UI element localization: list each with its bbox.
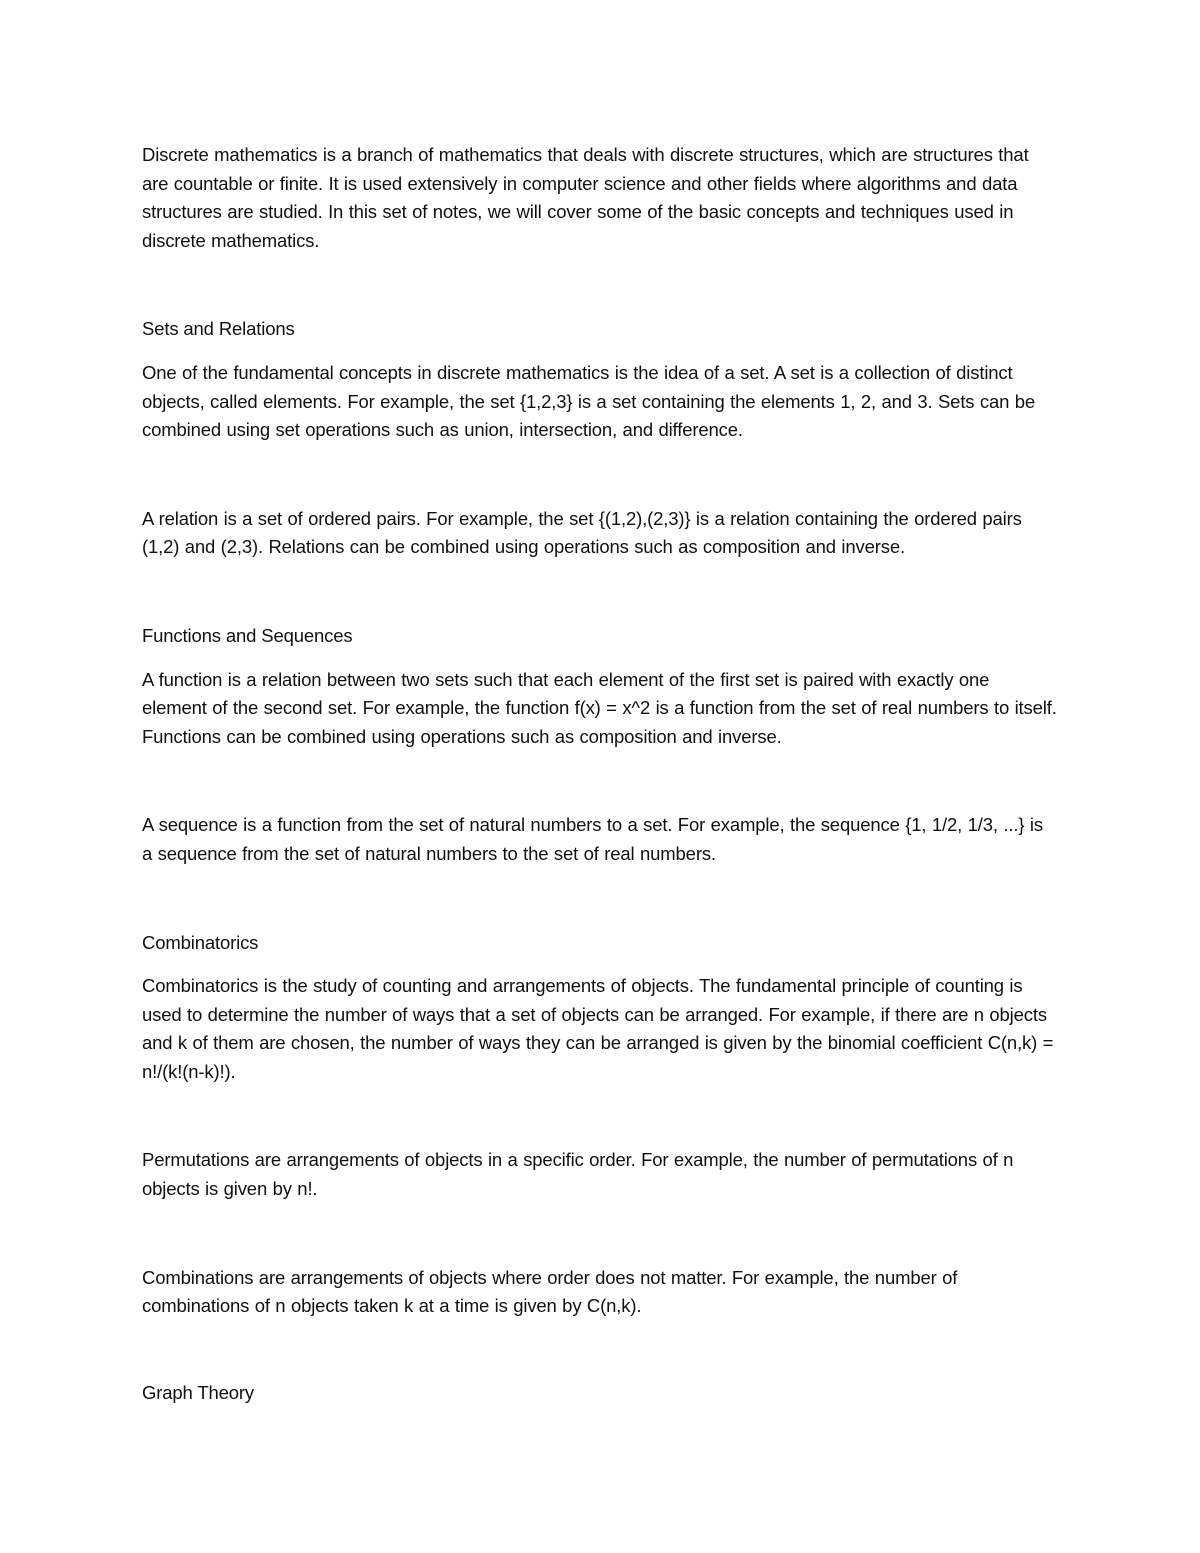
sequences-paragraph: A sequence is a function from the set of natural numbers to a set. For example, the sequence {1, 1/2, 1/3, ...} is a sequence from the set of natural numbers to the set of real numbers. <box>142 814 1043 864</box>
functions-paragraph: A function is a relation between two sets such that each element of the first set is paired with exactly one element of the second set. For example, the function f(x) = x^2 is a function from the set of real numbers to itself. Functions can be combined using operations such as composition and inverse. <box>142 668 1057 747</box>
intro-paragraph: Discrete mathematics is a branch of mathematics that deals with discrete structures, which are structures that are countable or finite. It is used extensively in computer science and other fields where algorithms and data structures are studied. In this set of notes, we will cover some of the basic concepts and techniques used in discrete mathematics. <box>142 144 1029 251</box>
sets-paragraph: One of the fundamental concepts in discrete mathematics is the idea of a set. A set is a collection of distinct objects, called elements. For example, the set {1,2,3} is a set containing the elements 1, 2, and 3. Sets can be combined using set operations such as union, intersection, and difference. <box>142 361 1036 441</box>
combinatorics-paragraph: Combinatorics is the study of counting and arrangements of objects. The fundamental principle of counting is used to determine the number of ways that a set of objects can be arranged. For example, if there are n objects and k of them are chosen, the number of ways they can be arranged is given by the binomial coefficient C(n,k) = n!/(k!(n-k)!). <box>142 975 1054 1082</box>
section-heading-functions-and-sequences: Functions and Sequences <box>142 624 353 646</box>
document-body <box>142 141 1058 1407</box>
section-heading-graph-theory: Graph Theory <box>142 1381 255 1403</box>
permutations-paragraph: Permutations are arrangements of objects in a specific order. For example, the number of permutations of n objects is given by n!. <box>142 1149 1014 1200</box>
combinations-paragraph: Combinations are arrangements of objects where order does not matter. For example, the number of combinations of n objects taken k at a time is given by C(n,k). <box>142 1266 958 1317</box>
relations-paragraph: A relation is a set of ordered pairs. For example, the set {(1,2),(2,3)} is a relation containing the ordered pairs (1,2) and (2,3). Relations can be combined using operations such as composition and inverse. <box>142 507 1022 558</box>
section-heading-combinatorics: Combinatorics <box>142 931 259 953</box>
section-heading-sets-and-relations: Sets and Relations <box>142 318 295 340</box>
